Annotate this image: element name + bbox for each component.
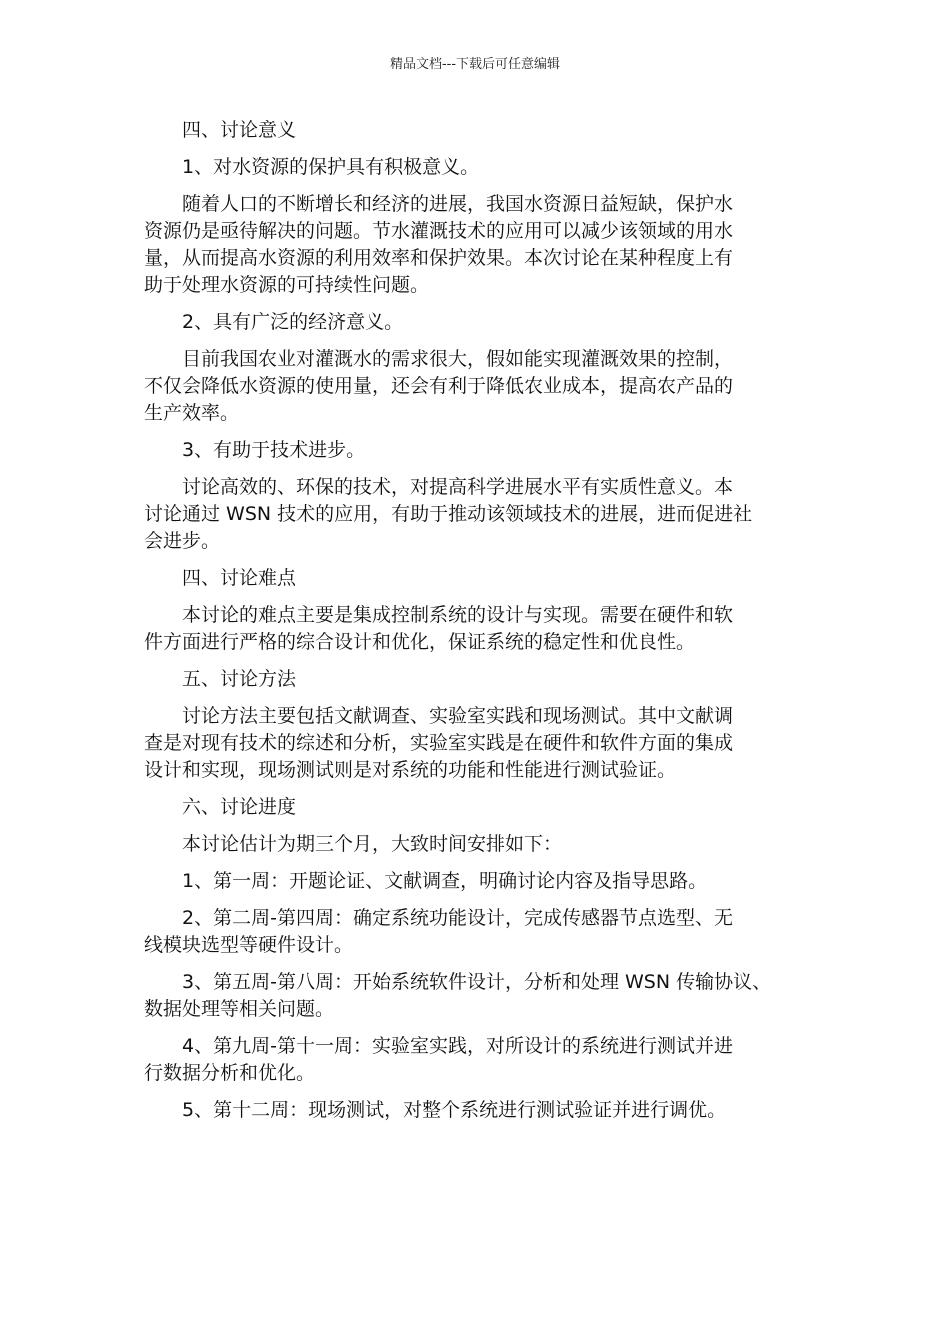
schedule-item-4: 4、第九周-第十一周：实验室实践，对所设计的系统进行测试并进 行数据分析和优化。 [144,1035,733,1084]
document-body [144,117,804,1134]
subheading-technology: 3、有助于技术进步。 [182,439,366,461]
schedule-item-1: 1、第一周：开题论证、文献调查，明确讨论内容及指导思路。 [182,870,708,892]
schedule-item-5: 5、第十二周：现场测试，对整个系统进行测试验证并进行调优。 [182,1099,727,1121]
schedule-item-2: 2、第二周-第四周：确定系统功能设计，完成传感器节点选型、无 线模块选型等硬件设计。 [144,907,733,956]
section-heading-significance: 四、讨论意义 [182,119,297,141]
paragraph-schedule-intro: 本讨论估计为期三个月，大致时间安排如下： [182,833,563,855]
paragraph-water-protection: 随着人口的不断增长和经济的进展，我国水资源日益短缺，保护水 资源仍是亟待解决的问题。节水灌溉技术的应用可以减少该领域的用水 量，从而提高水资源的利用效率和保护效果。本次讨论在某种程度上有 助于处理水资源的可持续性问题。 [144,193,734,296]
subheading-water-protection: 1、对水资源的保护具有积极意义。 [182,156,480,178]
paragraph-method: 讨论方法主要包括文献调查、实验室实践和现场测试。其中文献调 查是对现有技术的综述和分析，实验室实践是在硬件和软件方面的集成 设计和实现，现场测试则是对系统的功能和性能进行测试验证。 [144,705,734,781]
section-heading-difficulty: 四、讨论难点 [182,567,297,589]
paragraph-difficulty: 本讨论的难点主要是集成控制系统的设计与实现。需要在硬件和软 件方面进行严格的综合设计和优化，保证系统的稳定性和优良性。 [144,604,734,653]
paragraph-economic: 目前我国农业对灌溉水的需求很大，假如能实现灌溉效果的控制， 不仅会降低水资源的使用量，还会有利于降低农业成本，提高农产品的 生产效率。 [144,348,734,424]
section-heading-schedule: 六、讨论进度 [182,796,297,818]
section-heading-method: 五、讨论方法 [182,668,297,690]
paragraph-technology: 讨论高效的、环保的技术，对提高科学进展水平有实质性意义。本 讨论通过 WSN 技术的应用，有助于推动该领域技术的进展，进而促进社 会进步。 [144,476,753,552]
schedule-item-3: 3、第五周-第八周：开始系统软件设计，分析和处理 WSN 传输协议、 数据处理等相关问题。 [144,971,772,1020]
subheading-economic: 2、具有广泛的经济意义。 [182,311,404,333]
page-header: 精品文档---下载后可任意编辑 [389,57,561,72]
